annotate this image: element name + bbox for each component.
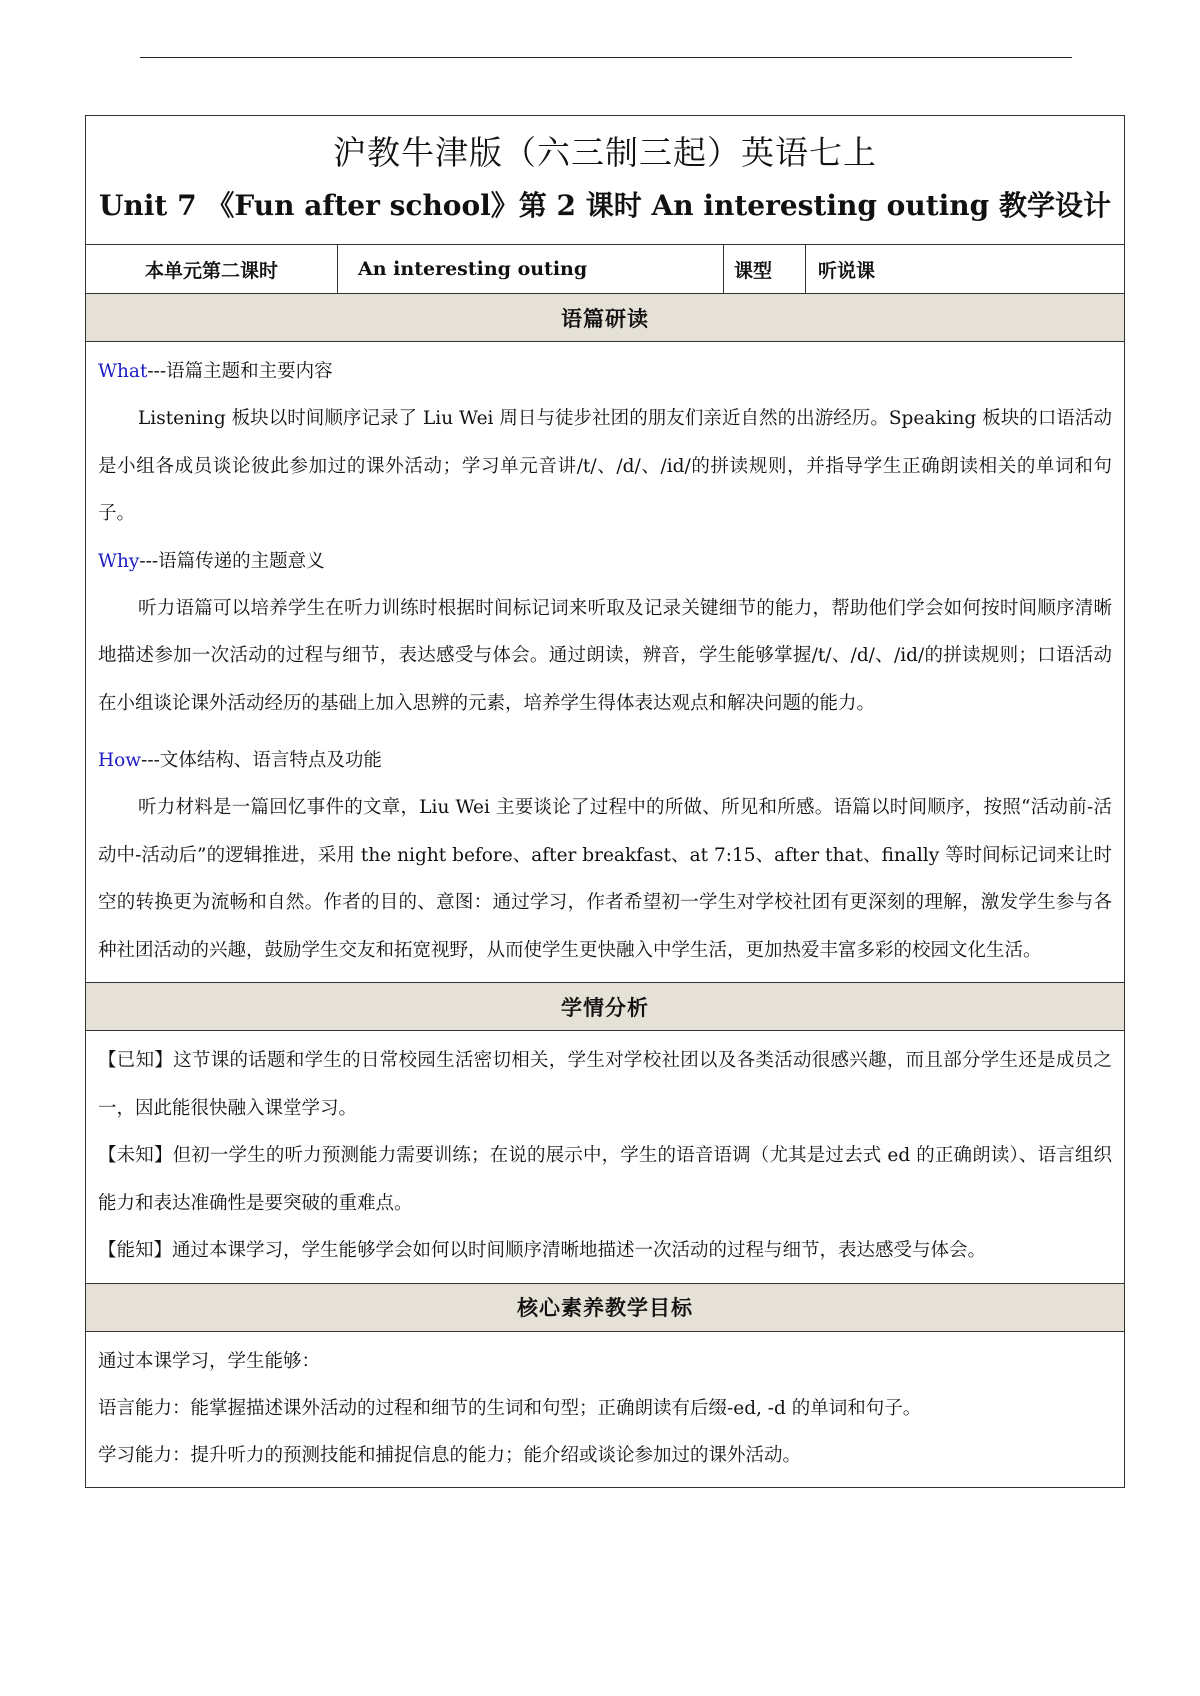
what-keyword: What xyxy=(98,361,148,382)
section-heading-learner-analysis: 学情分析 xyxy=(86,983,1124,1031)
known-paragraph: 【已知】这节课的话题和学生的日常校园生活密切相关，学生对学校社团以及各类活动很感兴趣，而且部分学生还是成员之一，因此能很快融入课堂学习。 xyxy=(98,1050,1112,1119)
lesson-meta-row xyxy=(86,245,1124,294)
goal-learning-ability: 学习能力：提升听力的预测技能和捕捉信息的能力；能介绍或谈论参加过的课外活动。 xyxy=(98,1444,802,1466)
goals-intro: 通过本课学习，学生能够： xyxy=(98,1350,321,1372)
section-heading-core-goals: 核心素养教学目标 xyxy=(86,1284,1124,1332)
able-paragraph: 【能知】通过本课学习，学生能够学会如何以时间顺序清晰地描述一次活动的过程与细节，表达感受与体会。 xyxy=(98,1240,987,1261)
document-title: 沪教牛津版（六三制三起）英语七上 xyxy=(333,133,877,172)
why-keyword: Why xyxy=(98,550,140,572)
goal-language-ability: 语言能力：能掌握描述课外活动的过程和细节的生词和句型；正确朗读有后缀-ed, -d 的单词和句子。 xyxy=(98,1397,922,1419)
header-rule xyxy=(140,57,1072,58)
what-heading xyxy=(98,348,1112,395)
paragraph-gap xyxy=(98,727,1112,737)
how-paragraph: 听力材料是一篇回忆事件的文章，Liu Wei 主要谈论了过程中的所做、所见和所感。语篇以时间顺序，按照“活动前-活动中-活动后”的逻辑推进，采用 the night before、after breakfast、at 7:15、after that、finally 等时间标记词来让时空的转换更为流畅和自然。作者的目的、意图：通过学习，作者希望初一学生对学校社团有更深刻的理解，激发学生参与各种社团活动的兴趣，鼓励学生交友和拓宽视野，从而使学生更快融入中学生活，更加热爱丰富多彩的校园文化生活。 xyxy=(98,797,1112,961)
why-paragraph: 听力语篇可以培养学生在听力训练时根据时间标记词来听取及记录关键细节的能力，帮助他们学会如何按时间顺序清晰地描述参加一次活动的过程与细节，表达感受与体会。通过朗读，辨音，学生能够掌握/t/、/d/、/id/的拼读规则；口语活动在小组谈论课外活动经历的基础上加入思辨的元素，培养学生得体表达观点和解决问题的能力。 xyxy=(98,597,1112,714)
unknown-paragraph: 【未知】但初一学生的听力预测能力需要训练；在说的展示中，学生的语音语调（尤其是过去式 ed 的正确朗读）、语言组织能力和表达准确性是要突破的重难点。 xyxy=(98,1145,1112,1214)
document-subtitle: Unit 7 《Fun after school》第 2 课时 An interesting outing 教学设计 xyxy=(99,189,1111,222)
lesson-number-cell: 本单元第二课时 xyxy=(86,245,338,293)
section-body-text-analysis xyxy=(86,342,1124,983)
how-heading-text: ---文体结构、语言特点及功能 xyxy=(141,750,382,771)
why-heading-text: ---语篇传递的主题意义 xyxy=(139,550,325,572)
lesson-topic-cell: An interesting outing xyxy=(338,245,724,293)
what-paragraph: Listening 板块以时间顺序记录了 Liu Wei 周日与徒步社团的朋友们亲近自然的出游经历。Speaking 板块的口语活动是小组各成员谈论彼此参加过的课外活动；学习单元音讲/t/、/d/、/id/的拼读规则，并指导学生正确朗读相关的单词和句子。 xyxy=(98,408,1112,524)
how-keyword: How xyxy=(98,750,142,771)
lesson-type-value: 听说课 xyxy=(818,259,876,282)
title-block xyxy=(86,116,1124,245)
section-heading-text-analysis: 语篇研读 xyxy=(86,294,1124,342)
what-heading-text: ---语篇主题和主要内容 xyxy=(147,361,333,382)
section-body-learner-analysis xyxy=(86,1031,1124,1284)
section-body-core-goals xyxy=(86,1332,1124,1487)
how-heading xyxy=(98,737,1112,784)
lesson-type-label: 课型 xyxy=(724,245,806,293)
why-heading xyxy=(98,538,1112,585)
lesson-plan-table xyxy=(85,115,1125,1488)
